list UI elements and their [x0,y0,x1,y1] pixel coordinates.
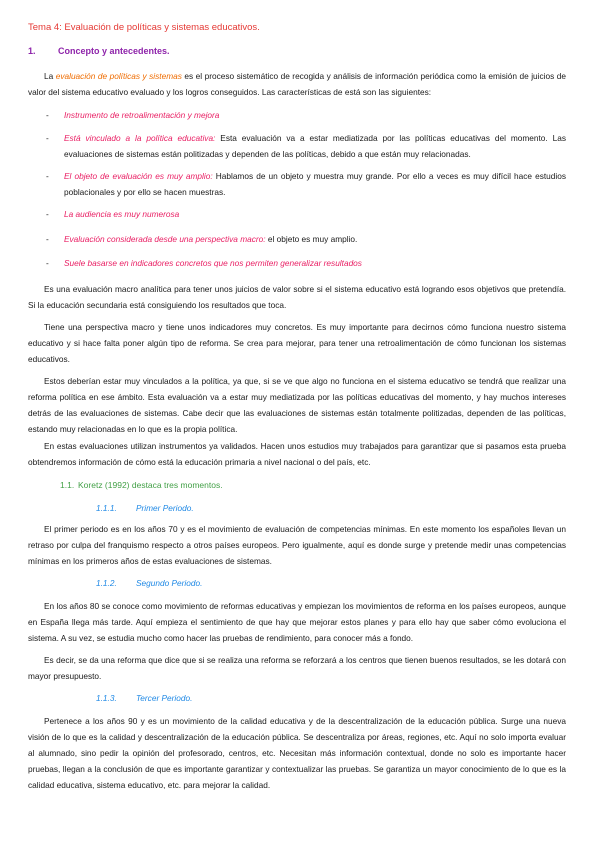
bullet-dash: - [46,171,49,181]
body-paragraph: Es decir, se da una reforma que dice que si se realiza una reforma se reforzará a los centros que tienen buenos resultados, se les dotará con mayor presupuesto. [28,655,566,681]
section-label: Koretz (1992) destaca tres momentos. [78,480,223,490]
subsection-label: Primer Periodo. [136,503,194,513]
bullet-text: Hablamos de un objeto y muestra muy grande. Por ello a veces es muy difícil hace estudios poblacionales y por ello se hacen muestras. [64,171,566,197]
section-number: 1.1. [60,480,75,490]
body-paragraph: El primer periodo es en los años 70 y es el movimiento de evaluación de competencias mínimas. En este momento los españoles llevan un retraso por culpa del franquismo respecto a otros países europeos. Pero igualmente, aquí es donde surge y pretende medir unas competencias mínimas en los primeros años de estas evaluaciones de sistemas. [28,524,566,566]
bullet-emphasis: La audiencia es muy numerosa [64,209,180,219]
bullet-emphasis: El objeto de evaluación es muy amplio: [64,171,213,181]
bullet-item [46,232,566,248]
body-paragraph: Es una evaluación macro analítica para tener unos juicios de valor sobre si el sistema educativo está logrando esos objetivos que pretendía. Si la educación secundaria está consiguiendo los resultados que toca. [28,284,566,310]
bullet-item [46,169,566,200]
bullet-text: el objeto es muy amplio. [265,234,358,244]
bullet-item [46,108,566,124]
section-heading-1-1 [60,480,223,490]
bullet-text: Esta evaluación va a estar mediatizada por las políticas educativas del momento. Las evaluaciones de sistemas están politizadas y dependen de las políticas, debido a que están muy relacionadas. [64,133,566,159]
bullet-dash: - [46,110,49,120]
intro-post: es el proceso sistemático de recogida y análisis de información periódica como la emisión de juicios de valor del sistema educativo evaluado y los logros conseguidos. Las características de está son las siguientes: [28,71,566,97]
bullet-item [46,131,566,162]
body-paragraph: Estos deberían estar muy vinculados a la política, ya que, si se ve que algo no funciona en el sistema educativo se tendrá que realizar una reforma política en ese ámbito. Esta evaluación va a estar muy mediatizada por las políticas educativas del momento, y hay muchos intereses detrás de las evaluaciones de sistemas. Cabe decir que las evaluaciones de sistemas están totalmente politizadas, dependen de las políticas, estando muy relacionadas en lo que es la propia política. [28,376,566,434]
subsection-label: Segundo Periodo. [136,578,203,588]
body-paragraph: En los años 80 se conoce como movimiento de reformas educativas y empiezan los movimientos de reforma en los países europeos, aunque en España llega más tarde. Aquí empieza el sentimiento de que hay que mejorar estos planes y para ello hay que saber cómo evoluciona el sistema. A su vez, se estudia mucho como hacer las pruebas de rendimiento, para conocer más a fondo. [28,601,566,643]
bullet-dash: - [46,258,49,268]
document-title: Tema 4: Evaluación de políticas y sistemas educativos. [28,22,260,33]
bullet-item [46,256,566,272]
bullet-dash: - [46,209,49,219]
bullet-dash: - [46,234,49,244]
subsection-number: 1.1.2. [96,578,117,588]
intro-highlight: evaluación de políticas y sistemas [55,71,182,81]
subsection-label: Tercer Periodo. [136,693,193,703]
subsection-number: 1.1.1. [96,503,117,513]
bullet-emphasis: Suele basarse en indicadores concretos que nos permiten generalizar resultados [64,258,362,268]
section-heading-1 [28,46,170,56]
subsection-heading [96,693,192,703]
body-paragraph: Tiene una perspectiva macro y tiene unos indicadores muy concretos. Es muy importante para decirnos cómo funciona nuestro sistema educativo y si hace falta poner algún tipo de reforma. Se crea para mejorar, para tener una retroalimentación de cómo funcionan los sistemas educativos. [28,322,566,364]
bullet-emphasis: Instrumento de retroalimentación y mejora [64,110,220,120]
bullet-item [46,207,566,223]
body-paragraph: En estas evaluaciones utilizan instrumentos ya validados. Hacen unos estudios muy trabajados para garantizar que si pasamos esta prueba obtendremos información de cómo está la educación primaria a nivel nacional o del país, etc. [28,441,566,467]
subsection-heading [96,503,194,513]
section-number: 1. [28,46,36,56]
intro-pre: La [44,71,56,81]
intro-paragraph [28,68,566,100]
subsection-number: 1.1.3. [96,693,117,703]
bullet-emphasis: Evaluación considerada desde una perspectiva macro: [64,234,266,244]
subsection-heading [96,578,202,588]
bullet-emphasis: Está vinculado a la política educativa: [64,133,216,143]
bullet-dash: - [46,133,49,143]
section-label: Concepto y antecedentes. [58,46,170,56]
body-paragraph: Pertenece a los años 90 y es un movimiento de la calidad educativa y de la descentralización de la educación pública. Surge una nueva visión de lo que es la calidad y descentralización de la educación pública. Se descentraliza por áreas, regiones, etc. Aquí no solo importa evaluar al alumnado, sino pedir la opinión del profesorado, centros, etc. Necesitan más información contextual, donde no solo es importante hacer pruebas, llegan a la conclusión de que es importante garantizar y contextualizar las pruebas. Se garantiza un mayor conocimiento de lo que es la calidad educativa, sistema educativo, etc. para mejorar la calidad. [28,716,566,790]
